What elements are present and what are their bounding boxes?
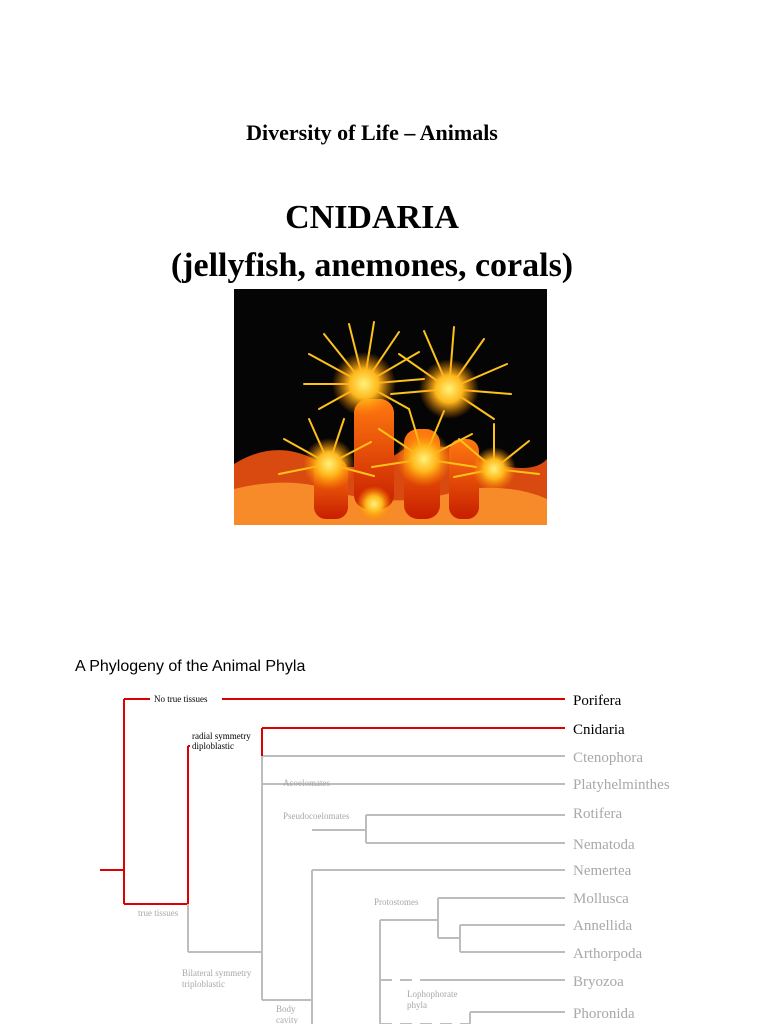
diploblastic-label: diploblastic (192, 741, 234, 751)
taxon-phoronida: Phoronida (573, 1006, 635, 1022)
dim-branches (188, 756, 565, 1024)
taxon-bryozoa: Bryozoa (573, 974, 624, 990)
cavity-label: cavity (276, 1015, 298, 1024)
taxon-nematoda: Nematoda (573, 837, 635, 853)
highlight-branches (100, 699, 565, 904)
no-true-tissues-label: No true tissues (154, 694, 208, 704)
taxon-porifera: Porifera (573, 693, 622, 709)
taxon-nemertea: Nemertea (573, 863, 632, 879)
taxon-cnidaria: Cnidaria (573, 722, 625, 738)
taxon-annellida: Annellida (573, 918, 633, 934)
taxon-arthorpoda: Arthorpoda (573, 946, 643, 962)
taxon-rotifera: Rotifera (573, 806, 623, 822)
phyla-label: phyla (407, 1000, 427, 1010)
triploblastic-label: triploblastic (182, 979, 225, 989)
slide-subtitle: Diversity of Life – Animals (246, 120, 498, 145)
pseudocoelomates-label: Pseudocoelomates (283, 811, 350, 821)
taxon-mollusca: Mollusca (573, 891, 629, 907)
title-line-phylum: CNIDARIA (285, 199, 459, 236)
acoelomates-label: Acoelomates (283, 778, 330, 788)
body-label: Body (276, 1004, 296, 1014)
protostomes-label: Protostomes (374, 897, 419, 907)
coral-photo (234, 289, 547, 525)
radial-symmetry-label: radial symmetry (192, 731, 251, 741)
true-tissues-label: true tissues (138, 908, 179, 918)
bilateral-symmetry-label: Bilateral symmetry (182, 968, 252, 978)
lophophorate-label: Lophophorate (407, 989, 458, 999)
taxon-ctenophora: Ctenophora (573, 750, 643, 766)
cup-coral-image (234, 289, 547, 525)
taxon-platyhelminthes: Platyhelminthes (573, 777, 670, 793)
phylogeny-title: A Phylogeny of the Animal Phyla (75, 658, 306, 675)
slide-title (0, 194, 744, 290)
phylogeny-tree (0, 680, 768, 1024)
title-line-examples: (jellyfish, anemones, corals) (170, 247, 574, 284)
